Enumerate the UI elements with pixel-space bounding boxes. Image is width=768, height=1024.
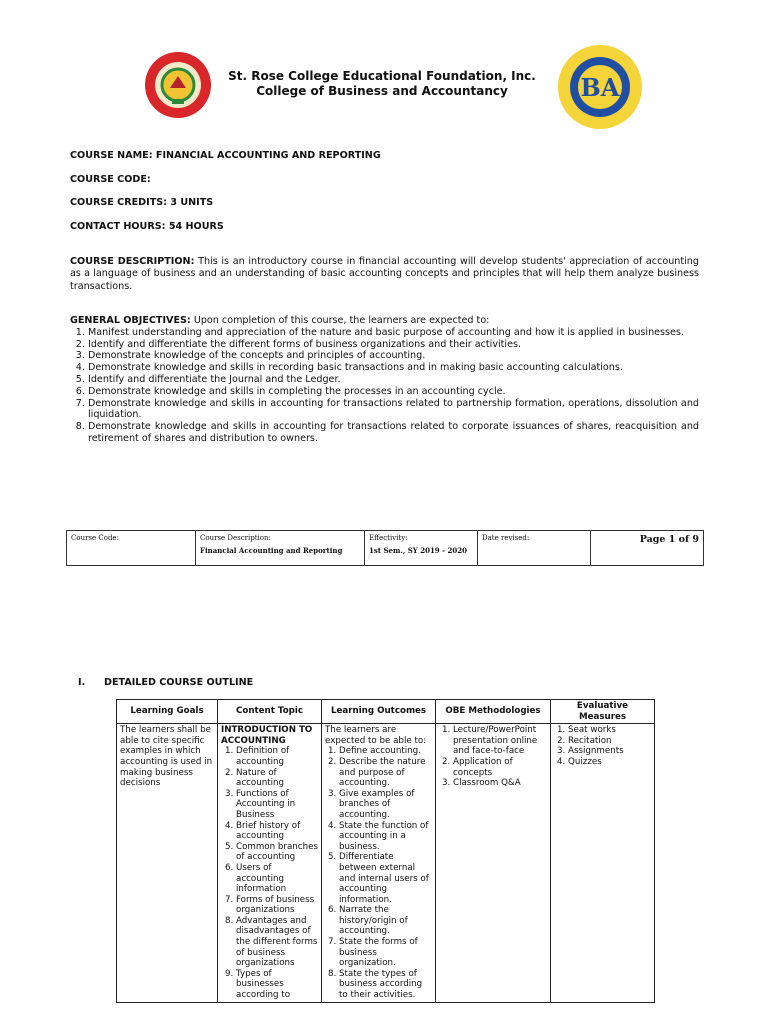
objectives-label: GENERAL OBJECTIVES:	[70, 315, 191, 326]
objective-item: 7. Demonstrate knowledge and skills in accounting for transactions related to partnership formation, operations, dissolution and liquidation.	[88, 398, 699, 422]
course-name-value: FINANCIAL ACCOUNTING AND REPORTING	[155, 150, 381, 161]
course-code-label: COURSE CODE:	[70, 174, 151, 185]
course-credits-value: 3 UNITS	[170, 197, 214, 208]
objective-item: 8. Demonstrate knowledge and skills in accounting for transactions related to corporate issuances of shares, reacquisition and retirement of shares and distribution to owners.	[88, 421, 699, 445]
col-header-learning-goals: Learning Goals	[117, 700, 218, 724]
objective-item: 6. Demonstrate knowledge and skills in completing the processes in an accounting cycle.	[88, 386, 699, 398]
course-description-text: This is an introductory course in financial accounting will develop students' appreciation of accounting as a language of business and an understanding of basic accounting concepts and principles that will help them analyze business transactions.	[70, 256, 699, 292]
objectives-intro: Upon completion of this course, the learners are expected to:	[193, 315, 490, 326]
learning-goals-text: The learners shall be able to cite specific examples in which accounting is used in making business decisions	[120, 725, 213, 789]
objective-item: 3. Demonstrate knowledge of the concepts and principles of accounting.	[88, 350, 699, 362]
footer-course-code-cell	[67, 531, 196, 566]
objective-item: 1. Manifest understanding and appreciation of the nature and basic purpose of accounting and how it is applied in businesses.	[88, 327, 699, 339]
col-header-evaluative-measures: Evaluative Measures	[551, 700, 655, 724]
measures-list	[554, 725, 651, 767]
footer-course-desc-cell	[196, 531, 365, 566]
methodology-item: 3. Classroom Q&A	[453, 778, 547, 789]
outcome-item: 1. Define accounting.	[339, 746, 432, 757]
content-topic-cell	[218, 724, 322, 1002]
course-outline-table	[116, 699, 655, 1003]
document-footer-table	[66, 530, 704, 566]
evaluative-measures-cell	[551, 724, 655, 1002]
footer-course-desc-label: Course Description:	[200, 534, 271, 542]
methodology-item: 1. Lecture/PowerPoint presentation online and face-to-face	[453, 725, 547, 757]
measure-item: 3. Assignments	[568, 746, 651, 757]
footer-effectivity-value: 1st Sem., SY 2019 - 2020	[369, 546, 467, 555]
outcome-item: 6. Narrate the history/origin of accounting.	[339, 905, 432, 937]
footer-course-code-label: Course Code:	[71, 534, 119, 542]
content-topic-list	[221, 746, 318, 1000]
topic-item: 5. Common branches of accounting	[236, 842, 318, 863]
learning-goals-cell	[117, 724, 218, 1002]
topic-item: 1. Definition of accounting	[236, 746, 318, 767]
outcome-item: 8. State the types of business according to their activities.	[339, 969, 432, 1001]
svg-text:BA: BA	[580, 73, 620, 102]
objective-item: 2. Identify and differentiate the different forms of business organizations and their activities.	[88, 339, 699, 351]
course-description	[70, 256, 699, 293]
topic-item: 2. Nature of accounting	[236, 768, 318, 789]
section-numeral: I.	[78, 677, 86, 688]
course-name-line	[70, 150, 381, 161]
outline-row	[117, 724, 655, 1002]
footer-effectivity-label: Effectivity:	[369, 534, 408, 542]
topic-item: 7. Forms of business organizations	[236, 895, 318, 916]
measure-item: 1. Seat works	[568, 725, 651, 736]
outcome-item: 4. State the function of accounting in a business.	[339, 821, 432, 853]
obe-methodologies-cell	[436, 724, 551, 1002]
contact-hours-line	[70, 221, 224, 232]
general-objectives	[70, 315, 699, 445]
learning-outcomes-cell	[322, 724, 436, 1002]
topic-item: 9. Types of businesses according to	[236, 969, 318, 1001]
section-heading	[78, 677, 253, 688]
outcome-item: 2. Describe the nature and purpose of accounting.	[339, 757, 432, 789]
learning-outcomes-list	[325, 746, 432, 1000]
footer-page-cell	[591, 531, 704, 566]
footer-date-revised-label: Date revised:	[482, 534, 530, 542]
content-topic-title: INTRODUCTION TO ACCOUNTING	[221, 725, 313, 746]
col-header-obe-methodologies: OBE Methodologies	[436, 700, 551, 724]
col-header-learning-outcomes: Learning Outcomes	[322, 700, 436, 724]
section-title: DETAILED COURSE OUTLINE	[104, 677, 254, 688]
topic-item: 6. Users of accounting information	[236, 863, 318, 895]
page-number: Page 1 of 9	[639, 534, 699, 545]
contact-hours-value: 54 HOURS	[168, 221, 224, 232]
objective-item: 5. Identify and differentiate the Journal and the Ledger.	[88, 374, 699, 386]
course-credits-label: COURSE CREDITS:	[70, 197, 167, 208]
institution-name: St. Rose College Educational Foundation, Inc.	[228, 69, 536, 83]
learning-outcomes-intro: The learners are expected to be able to:	[325, 725, 427, 746]
footer-date-revised-cell	[478, 531, 591, 566]
outline-header-row	[117, 700, 655, 724]
methodologies-list	[439, 725, 547, 789]
measure-item: 4. Quizzes	[568, 757, 651, 768]
topic-item: 4. Brief history of accounting	[236, 821, 318, 842]
outcome-item: 3. Give examples of branches of accounting.	[339, 789, 432, 821]
col-header-content-topic: Content Topic	[218, 700, 322, 724]
course-name-label: COURSE NAME:	[70, 150, 153, 161]
college-name: College of Business and Accountancy	[256, 84, 508, 98]
footer-effectivity-cell	[365, 531, 478, 566]
footer-course-desc-value: Financial Accounting and Reporting	[200, 546, 343, 555]
topic-item: 3. Functions of Accounting in Business	[236, 789, 318, 821]
course-description-label: COURSE DESCRIPTION:	[70, 256, 195, 267]
topic-item: 8. Advantages and disadvantages of the different forms of business organizations	[236, 916, 318, 969]
outcome-item: 5. Differentiate between external and internal users of accounting information.	[339, 852, 432, 905]
objective-item: 4. Demonstrate knowledge and skills in recording basic transactions and in making basic accounting calculations.	[88, 362, 699, 374]
measure-item: 2. Recitation	[568, 736, 651, 747]
outcome-item: 7. State the forms of business organization.	[339, 937, 432, 969]
contact-hours-label: CONTACT HOURS:	[70, 221, 166, 232]
course-credits-line	[70, 197, 213, 208]
objectives-list	[70, 327, 699, 445]
methodology-item: 2. Application of concepts	[453, 757, 547, 778]
